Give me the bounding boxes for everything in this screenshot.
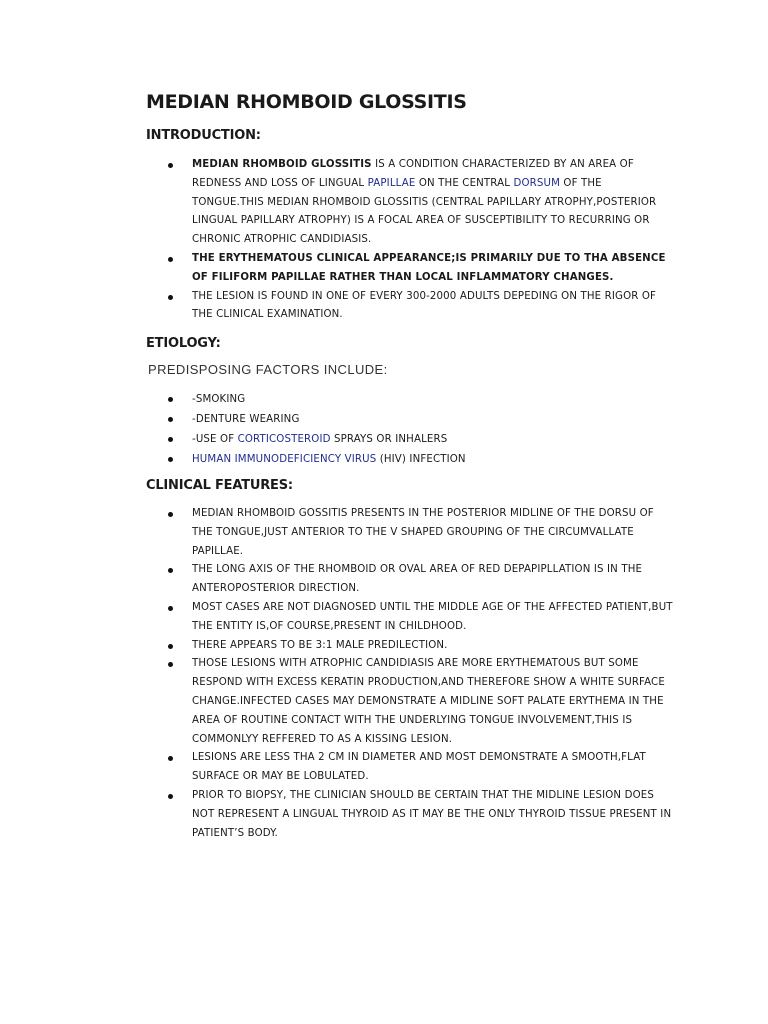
text-run: ON THE CENTRAL <box>415 177 514 189</box>
text-run: (HIV) INFECTION <box>376 454 466 465</box>
dorsum-link[interactable]: DORSUM <box>513 177 561 189</box>
corticosteroid-link[interactable]: CORTICOSTEROID <box>237 434 331 445</box>
introduction-list <box>166 156 676 325</box>
list-item: THE LONG AXIS OF THE RHOMBOID OR OVAL AREA OF RED DEPAPIPLLATION IS IN THE ANTEROPOSTERIOR DIRECTION. <box>166 561 676 599</box>
etiology-list <box>166 390 676 470</box>
papillae-link[interactable]: PAPILLAE <box>367 177 416 189</box>
text-run: IS A CONDITION CHARACTERIZED BY AN AREA OF REDNESS AND LOSS OF LINGUAL <box>192 159 634 189</box>
text-run: SPRAYS OR INHALERS <box>330 434 448 445</box>
hiv-link[interactable]: HUMAN IMMUNODEFICIENCY VIRUS <box>192 454 377 465</box>
term-bold: MEDIAN RHOMBOID GLOSSITIS <box>192 159 372 170</box>
predisposing-subheading: PREDISPOSING FACTORS INCLUDE: <box>148 362 388 377</box>
list-item: -SMOKING <box>166 390 676 410</box>
list-item: THE LESION IS FOUND IN ONE OF EVERY 300-2000 ADULTS DEPEDING ON THE RIGOR OF THE CLINICAL EXAMINATION. <box>166 288 676 326</box>
list-item: MOST CASES ARE NOT DIAGNOSED UNTIL THE MIDDLE AGE OF THE AFFECTED PATIENT,BUT THE ENTITY IS,OF COURSE,PRESENT IN CHILDHOOD. <box>166 599 676 637</box>
text-run: -USE OF <box>192 434 238 445</box>
list-item: THERE APPEARS TO BE 3:1 MALE PREDILECTION. <box>166 637 676 656</box>
text-run: OF THE TONGUE.THIS MEDIAN RHOMBOID GLOSSITIS (CENTRAL PAPILLARY ATROPHY,POSTERIOR LINGUAL PAPILLARY ATROPHY) IS A FOCAL AREA OF SUSCEPTIBILITY TO RECURRING OR CHRONIC ATROPHIC CANDIDIASIS. <box>192 177 657 246</box>
list-item <box>166 430 676 450</box>
clinical-features-heading: CLINICAL FEATURES: <box>146 478 293 493</box>
list-item: MEDIAN RHOMBOID GOSSITIS PRESENTS IN THE POSTERIOR MIDLINE OF THE DORSU OF THE TONGUE,JUST ANTERIOR TO THE V SHAPED GROUPING OF THE CIRCUMVALLATE PAPILLAE. <box>166 505 676 561</box>
list-item: -DENTURE WEARING <box>166 410 676 430</box>
list-item: THOSE LESIONS WITH ATROPHIC CANDIDIASIS ARE MORE ERYTHEMATOUS BUT SOME RESPOND WITH EXCESS KERATIN PRODUCTION,AND THEREFORE SHOW A WHITE SURFACE CHANGE.INFECTED CASES MAY DEMONSTRATE A MIDLINE SOFT PALATE ERYTHEMA IN THE AREA OF ROUTINE CONTACT WITH THE UNDERLYING TONGUE INVOLVEMENT,THIS IS COMMONLYY REFFERED TO AS A KISSING LESION. <box>166 655 676 749</box>
list-item: PRIOR TO BIOPSY, THE CLINICIAN SHOULD BE CERTAIN THAT THE MIDLINE LESION DOES NOT REPRESENT A LINGUAL THYROID AS IT MAY BE THE ONLY THYROID TISSUE PRESENT IN PATIENT’S BODY. <box>166 787 676 843</box>
list-item <box>166 450 676 470</box>
clinical-features-list <box>166 505 676 843</box>
list-item: LESIONS ARE LESS THA 2 CM IN DIAMETER AND MOST DEMONSTRATE A SMOOTH,FLAT SURFACE OR MAY BE LOBULATED. <box>166 749 676 787</box>
etiology-heading: ETIOLOGY: <box>146 336 221 351</box>
introduction-heading: INTRODUCTION: <box>146 128 261 143</box>
list-item: THE ERYTHEMATOUS CLINICAL APPEARANCE;IS PRIMARILY DUE TO THA ABSENCE OF FILIFORM PAPILLAE RATHER THAN LOCAL INFLAMMATORY CHANGES. <box>166 250 676 288</box>
list-item <box>166 156 676 250</box>
document-title: MEDIAN RHOMBOID GLOSSITIS <box>146 91 467 113</box>
